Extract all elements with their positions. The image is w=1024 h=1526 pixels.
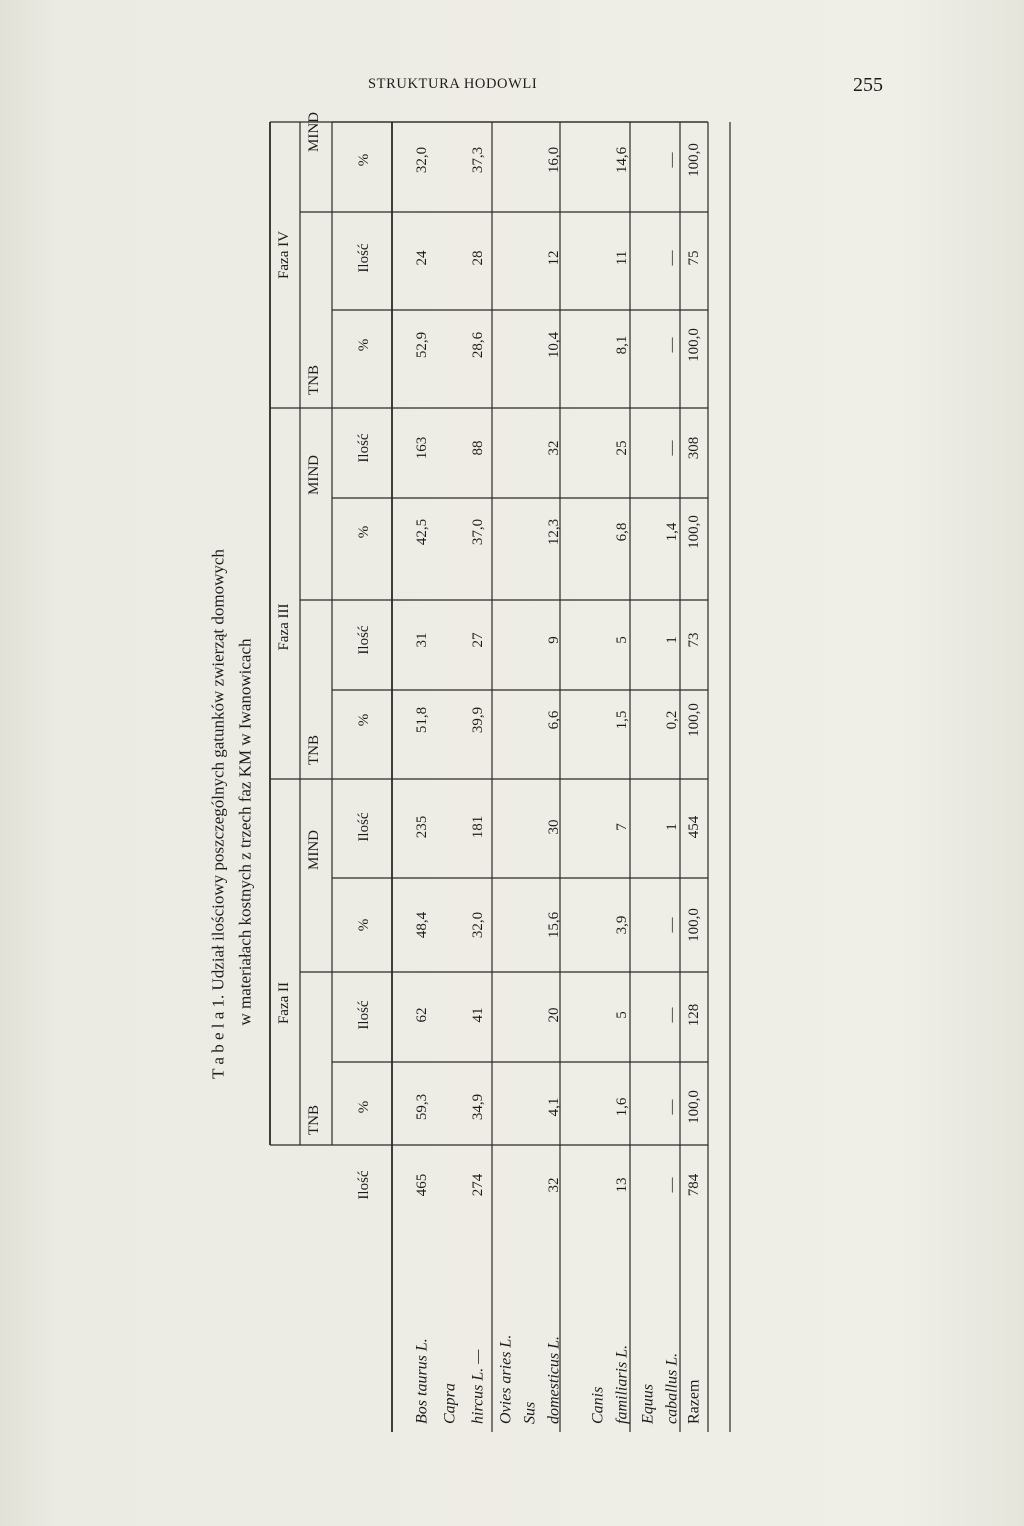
table-cell: 16,0 — [546, 146, 562, 174]
species-name: Bos taurus L. — [413, 1338, 431, 1424]
table-cell: 274 — [470, 1173, 486, 1197]
phase-label: Faza II — [276, 981, 292, 1025]
table-cell: 1,5 — [614, 710, 630, 730]
table-cell: 12,3 — [546, 518, 562, 546]
percent-header: % — [356, 918, 372, 932]
table-cell: 20 — [546, 1007, 562, 1023]
species-name: hircus L. — — [469, 1349, 487, 1424]
table-cell: 5 — [614, 1011, 630, 1019]
table-cell: 308 — [686, 436, 702, 460]
species-name: Razem — [685, 1379, 703, 1424]
count-header: Ilość — [356, 433, 372, 463]
species-name: Sus — [521, 1401, 539, 1424]
table-cell: 100,0 — [686, 515, 702, 549]
page-number: 255 — [853, 74, 883, 96]
table-cell: 88 — [470, 440, 486, 456]
table-cell: 15,6 — [546, 911, 562, 939]
table-cell: 6,6 — [546, 710, 562, 730]
table-cell: 5 — [614, 636, 630, 644]
table-cell: 59,3 — [414, 1093, 430, 1121]
species-name: Equus — [639, 1384, 657, 1424]
table-caption-line-2: w materiałach kostnych z trzech faz KM w Iwanowicach — [235, 638, 255, 1026]
species-name: Ovies aries L. — [497, 1334, 515, 1424]
table-cell: 1 — [664, 823, 680, 831]
table-cell: 34,9 — [470, 1093, 486, 1121]
table-cell: 32,0 — [414, 146, 430, 174]
table-cell: 32 — [546, 440, 562, 456]
table-cell: 100,0 — [686, 143, 702, 177]
count-header: Ilość — [356, 1000, 372, 1030]
table-cell: 28,6 — [470, 331, 486, 359]
phase-label: Faza IV — [276, 231, 292, 279]
site-label: TNB — [306, 365, 322, 395]
table-cell: 7 — [614, 823, 630, 831]
table-cell: 28 — [470, 250, 486, 266]
species-name: domesticus L. — [545, 1336, 563, 1424]
table-cell: 75 — [686, 250, 702, 266]
table-cell: 42,5 — [414, 518, 430, 546]
table-cell: 41 — [470, 1007, 486, 1023]
count-header: Ilość — [356, 1170, 372, 1200]
table-caption-line-1: T a b e l a 1. Udział ilościowy poszczególnych gatunków zwierząt domowych — [208, 549, 228, 1079]
table-cell: 10,4 — [546, 331, 562, 359]
site-label: MIND — [306, 455, 322, 495]
table-cell: 13 — [614, 1177, 630, 1193]
table-cell: 11 — [614, 250, 630, 266]
table-cell: 31 — [414, 632, 430, 648]
species-name: Canis — [589, 1386, 607, 1424]
table-cell: 37,3 — [470, 146, 486, 174]
table-cell: 39,9 — [470, 706, 486, 734]
table-cell: 1 — [664, 636, 680, 644]
table-cell: — — [664, 1099, 680, 1115]
table-cell: 1,6 — [614, 1097, 630, 1117]
table-cell: 100,0 — [686, 703, 702, 737]
table-cell: — — [664, 152, 680, 168]
table-cell: 24 — [414, 250, 430, 266]
table-cell: 12 — [546, 250, 562, 266]
table-cell: 73 — [686, 632, 702, 648]
table-cell: 454 — [686, 815, 702, 839]
percent-header: % — [356, 338, 372, 352]
table-cell: 465 — [414, 1173, 430, 1197]
table-cell: 0,2 — [664, 710, 680, 730]
percent-header: % — [356, 713, 372, 727]
table-cell: — — [664, 1177, 680, 1193]
table-cell: 48,4 — [414, 911, 430, 939]
species-name: caballus L. — [663, 1352, 681, 1424]
table-cell: 4,1 — [546, 1097, 562, 1117]
table-cell: 1,4 — [664, 522, 680, 542]
running-title: STRUKTURA HODOWLI — [368, 76, 538, 92]
percent-header: % — [356, 525, 372, 539]
table-cell: 128 — [686, 1003, 702, 1027]
site-label: TNB — [306, 735, 322, 765]
table-cell: 163 — [414, 436, 430, 460]
site-label: MIND — [306, 112, 322, 152]
site-label: TNB — [306, 1105, 322, 1135]
count-header: Ilość — [356, 625, 372, 655]
table-cell: 6,8 — [614, 522, 630, 542]
phase-label: Faza III — [276, 603, 292, 651]
table-cell: 181 — [470, 815, 486, 839]
count-header: Ilość — [356, 812, 372, 842]
table-cell: — — [664, 1007, 680, 1023]
table-cell: — — [664, 440, 680, 456]
table-cell: 51,8 — [414, 706, 430, 734]
table-cell: — — [664, 917, 680, 933]
table-cell: 52,9 — [414, 331, 430, 359]
site-label: MIND — [306, 830, 322, 870]
count-header: Ilość — [356, 243, 372, 273]
percent-header: % — [356, 1100, 372, 1114]
table-cell: 37,0 — [470, 518, 486, 546]
table-cell: 32 — [546, 1177, 562, 1193]
table-cell: 14,6 — [614, 146, 630, 174]
table-cell: 784 — [686, 1173, 702, 1197]
table-cell: 32,0 — [470, 911, 486, 939]
species-name: familiaris L. — [613, 1344, 631, 1424]
species-name: Capra — [441, 1383, 459, 1424]
percent-header: % — [356, 153, 372, 167]
table-cell: 100,0 — [686, 1090, 702, 1124]
table-cell: 8,1 — [614, 335, 630, 355]
table-cell: — — [664, 250, 680, 266]
table-cell: — — [664, 337, 680, 353]
table-cell: 100,0 — [686, 328, 702, 362]
table-cell: 62 — [414, 1007, 430, 1023]
table-cell: 235 — [414, 815, 430, 839]
table-cell: 30 — [546, 819, 562, 835]
table-cell: 25 — [614, 440, 630, 456]
table-cell: 27 — [470, 632, 486, 648]
table-cell: 9 — [546, 636, 562, 644]
table-cell: 3,9 — [614, 915, 630, 935]
table-cell: 100,0 — [686, 908, 702, 942]
